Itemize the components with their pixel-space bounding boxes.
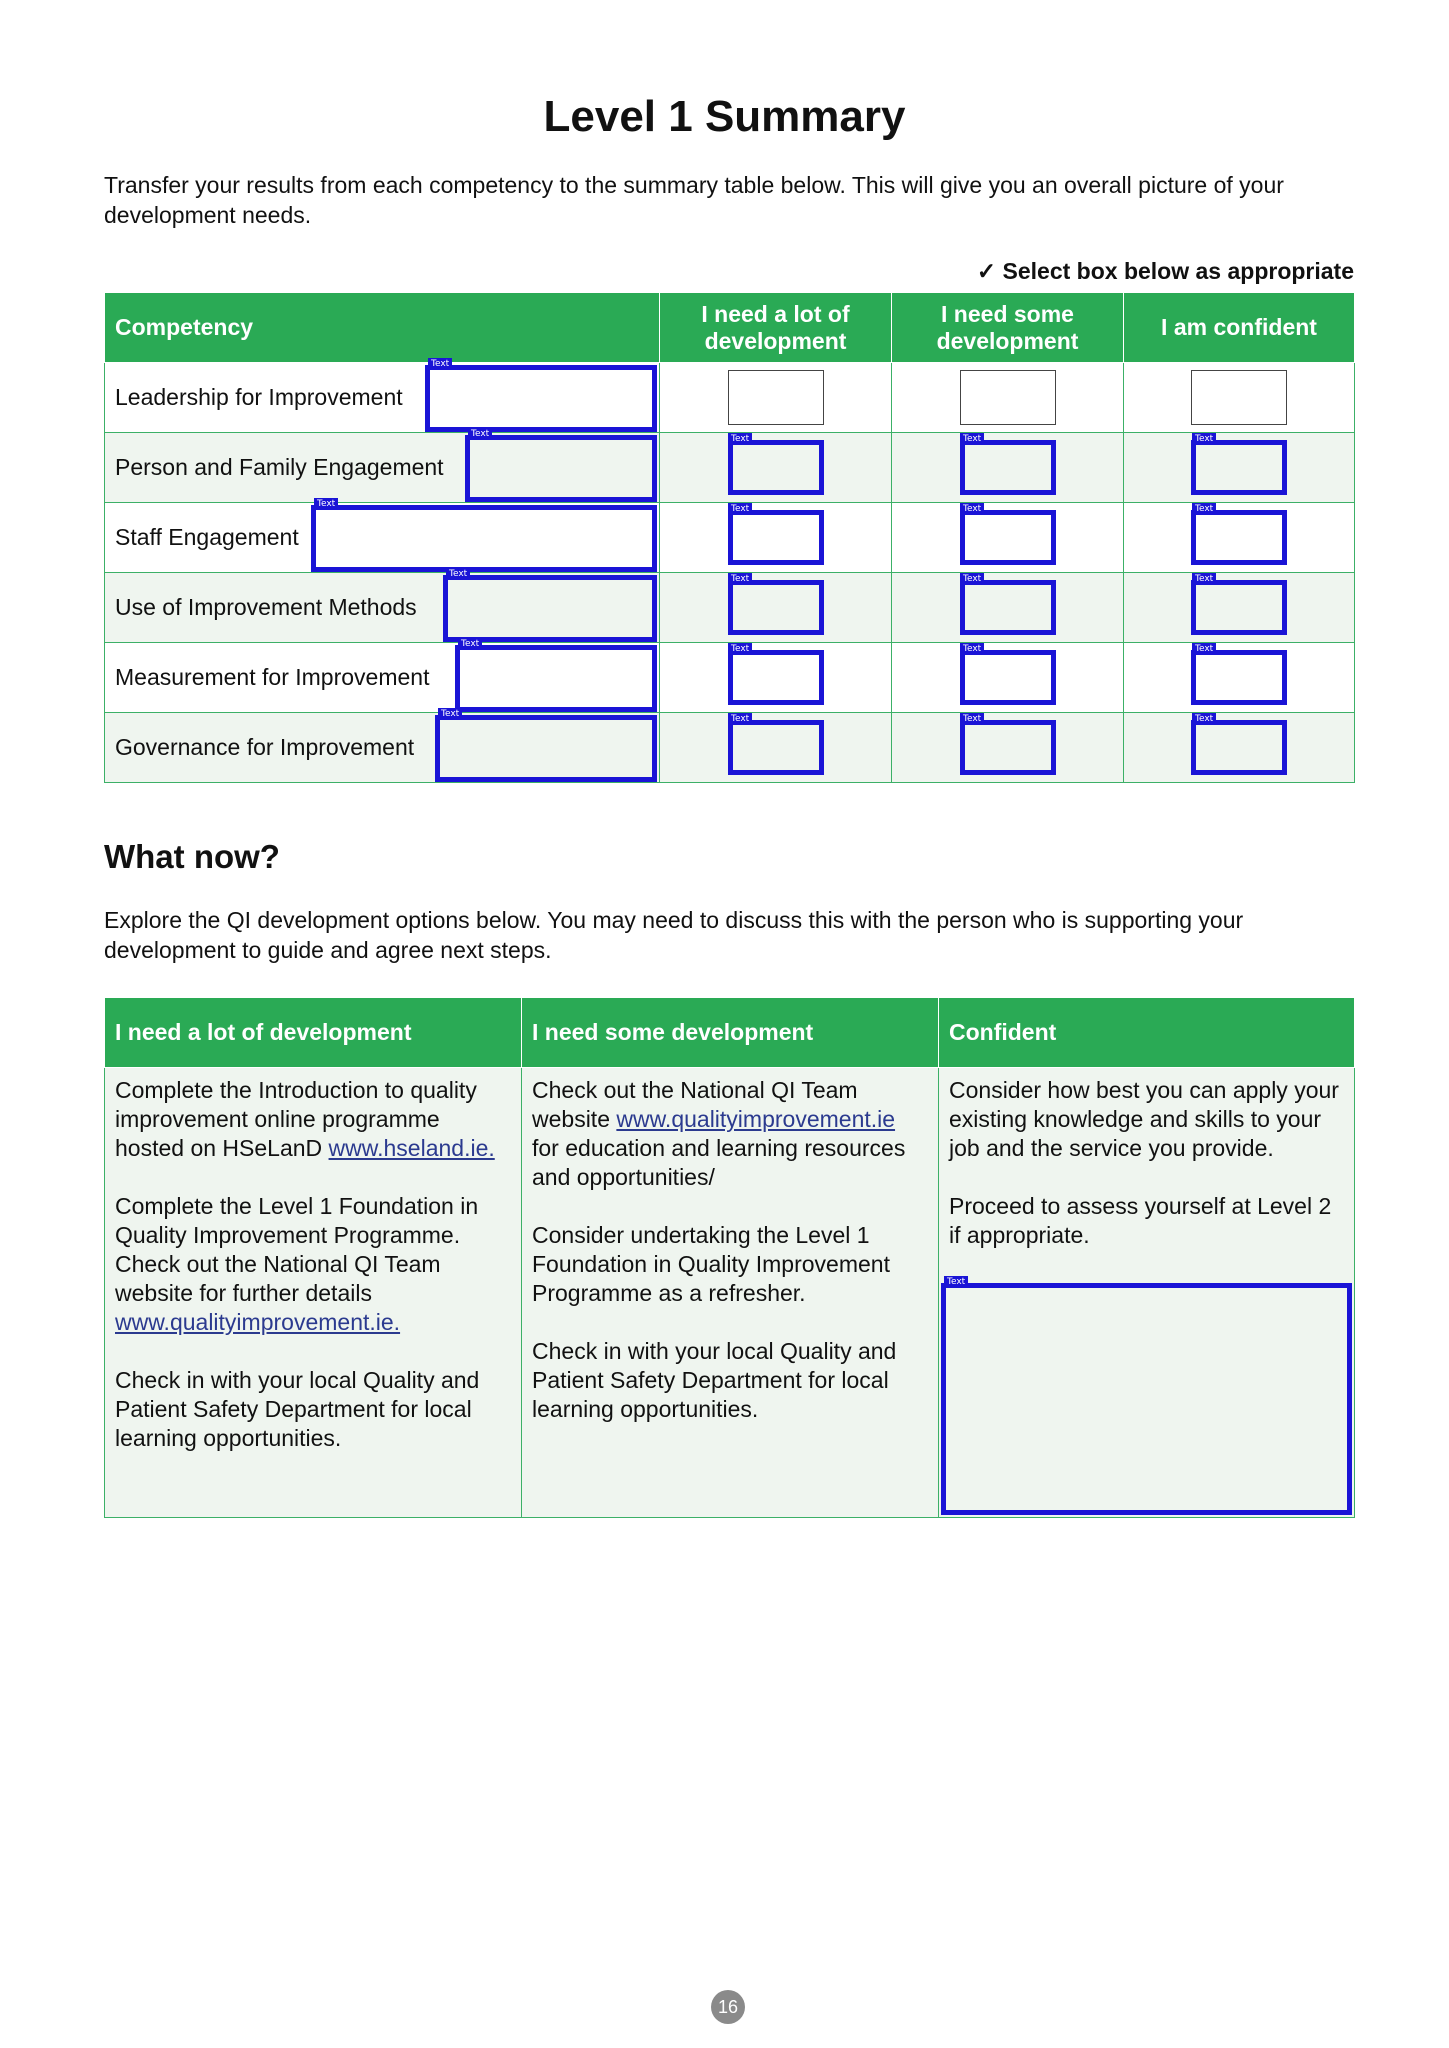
header-competency: Competency (105, 293, 660, 363)
checkbox-confident[interactable] (1191, 370, 1287, 425)
checkbox-cell-lot (660, 363, 892, 433)
option-paragraph (115, 1192, 511, 1337)
competency-label: Use of Improvement Methods (115, 594, 417, 620)
checkbox-some[interactable] (960, 580, 1056, 635)
option-text: Check out the National QI Team website (532, 1077, 858, 1132)
options-cell-confident (939, 1068, 1355, 1518)
checkbox-some[interactable] (960, 510, 1056, 565)
competency-label: Leadership for Improvement (115, 384, 403, 410)
checkbox-cell-lot (660, 573, 892, 643)
checkbox-cell-some (892, 573, 1124, 643)
competency-cell (105, 709, 660, 783)
options-cell-lot (105, 1068, 522, 1518)
field-tag: Text (438, 708, 462, 720)
qi-link[interactable]: www.qualityimprovement.ie (616, 1106, 896, 1132)
competency-cell (105, 499, 660, 573)
field-tag: Text (468, 428, 492, 440)
competency-label: Measurement for Improvement (115, 664, 430, 690)
options-row (105, 1068, 1355, 1518)
field-tag: Text (944, 1276, 968, 1288)
competency-label: Staff Engagement (115, 524, 299, 550)
checkbox-some[interactable] (960, 370, 1056, 425)
field-tag: Text (728, 573, 752, 585)
header-lot: I need a lot of development (660, 293, 892, 363)
option-paragraph: Consider how best you can apply your existing knowledge and skills to your job and the service you provide. (949, 1077, 1339, 1161)
checkbox-confident[interactable] (1191, 440, 1287, 495)
checkbox-cell-some (892, 433, 1124, 503)
text-field-leadership[interactable] (425, 359, 657, 432)
option-paragraph: Check in with your local Quality and Patient Safety Department for local learning opportunities. (115, 1367, 480, 1451)
table-row (105, 573, 1355, 643)
checkbox-confident[interactable] (1191, 720, 1287, 775)
header-confident: I am confident (1124, 293, 1355, 363)
competency-label: Governance for Improvement (115, 734, 415, 760)
competency-label: Person and Family Engagement (115, 454, 444, 480)
field-tag: Text (960, 643, 984, 655)
text-field-governance[interactable] (435, 709, 657, 782)
intro-text: Transfer your results from each competency to the summary table below. This will give you an overall picture of your development needs. (104, 172, 1284, 228)
checkbox-cell-some (892, 503, 1124, 573)
summary-table (104, 292, 1355, 783)
field-tag: Text (458, 638, 482, 650)
option-paragraph: Proceed to assess yourself at Level 2 if appropriate. (949, 1193, 1332, 1248)
checkbox-cell-confident (1124, 363, 1355, 433)
checkbox-cell-lot (660, 503, 892, 573)
option-text: for education and learning resources and opportunities/ (532, 1135, 906, 1190)
competency-cell (105, 429, 660, 503)
option-text: Complete the Introduction to quality improvement online programme hosted on HSeLanD (115, 1077, 477, 1161)
checkbox-confident[interactable] (1191, 580, 1287, 635)
what-now-text: Explore the QI development options below. You may need to discuss this with the person who is supporting your development to guide and agree next steps. (104, 907, 1244, 963)
checkbox-cell-lot (660, 643, 892, 713)
table-row (105, 643, 1355, 713)
checkbox-confident[interactable] (1191, 650, 1287, 705)
page-number: 16 (711, 1990, 745, 2024)
options-header-confident: Confident (939, 998, 1355, 1068)
text-field-measurement[interactable] (455, 639, 657, 712)
table-row (105, 433, 1355, 503)
field-tag: Text (1192, 713, 1216, 725)
field-tag: Text (314, 498, 338, 510)
checkbox-cell-confident (1124, 713, 1355, 783)
field-tag: Text (728, 643, 752, 655)
qi-link[interactable]: www.qualityimprovement.ie. (115, 1309, 401, 1335)
options-header-lot: I need a lot of development (105, 998, 522, 1068)
option-paragraph: Consider undertaking the Level 1 Foundation in Quality Improvement Programme as a refresher. (532, 1222, 890, 1306)
checkbox-cell-confident (1124, 433, 1355, 503)
text-field-staff-engagement[interactable] (311, 499, 657, 572)
header-some: I need some development (892, 293, 1124, 363)
table-row (105, 363, 1355, 433)
hseland-link[interactable]: www.hseland.ie. (328, 1135, 495, 1161)
checkbox-cell-some (892, 363, 1124, 433)
options-header-row (105, 998, 1355, 1068)
option-paragraph (532, 1076, 928, 1192)
what-now-title: What now? (104, 838, 280, 875)
field-tag: Text (728, 503, 752, 515)
checkbox-some[interactable] (960, 650, 1056, 705)
table-row (105, 503, 1355, 573)
checkbox-lot[interactable] (728, 440, 824, 495)
options-cell-some (522, 1068, 939, 1518)
field-tag: Text (728, 433, 752, 445)
field-tag: Text (1192, 433, 1216, 445)
field-tag: Text (1192, 643, 1216, 655)
summary-header-row (105, 293, 1355, 363)
text-field-confident-notes[interactable] (941, 1277, 1352, 1515)
checkbox-lot[interactable] (728, 650, 824, 705)
checkbox-some[interactable] (960, 720, 1056, 775)
checkbox-cell-confident (1124, 643, 1355, 713)
text-field-improvement-methods[interactable] (443, 569, 657, 642)
checkbox-lot[interactable] (728, 580, 824, 635)
field-tag: Text (1192, 573, 1216, 585)
checkbox-lot[interactable] (728, 510, 824, 565)
select-note: ✓ Select box below as appropriate (976, 258, 1354, 284)
options-table (104, 997, 1355, 1518)
checkbox-some[interactable] (960, 440, 1056, 495)
checkbox-cell-some (892, 643, 1124, 713)
checkbox-cell-lot (660, 433, 892, 503)
competency-cell (105, 359, 660, 433)
field-tag: Text (728, 713, 752, 725)
field-tag: Text (960, 573, 984, 585)
options-header-some: I need some development (522, 998, 939, 1068)
checkbox-cell-some (892, 713, 1124, 783)
option-paragraph: Check in with your local Quality and Patient Safety Department for local learning opportunities. (532, 1338, 897, 1422)
competency-cell (105, 569, 660, 643)
competency-cell (105, 639, 660, 713)
checkbox-lot[interactable] (728, 370, 824, 425)
checkbox-cell-confident (1124, 573, 1355, 643)
table-row (105, 713, 1355, 783)
field-tag: Text (960, 503, 984, 515)
text-field-person-family[interactable] (465, 429, 657, 502)
field-tag: Text (446, 568, 470, 580)
option-paragraph (115, 1076, 511, 1163)
option-text: Complete the Level 1 Foundation in Quality Improvement Programme. Check out the National QI Team website for further details (115, 1193, 479, 1306)
field-tag: Text (960, 433, 984, 445)
field-tag: Text (960, 713, 984, 725)
page-title: Level 1 Summary (543, 92, 906, 141)
checkbox-lot[interactable] (728, 720, 824, 775)
checkbox-cell-confident (1124, 503, 1355, 573)
field-tag: Text (428, 358, 452, 370)
field-tag: Text (1192, 503, 1216, 515)
checkbox-confident[interactable] (1191, 510, 1287, 565)
checkbox-cell-lot (660, 713, 892, 783)
